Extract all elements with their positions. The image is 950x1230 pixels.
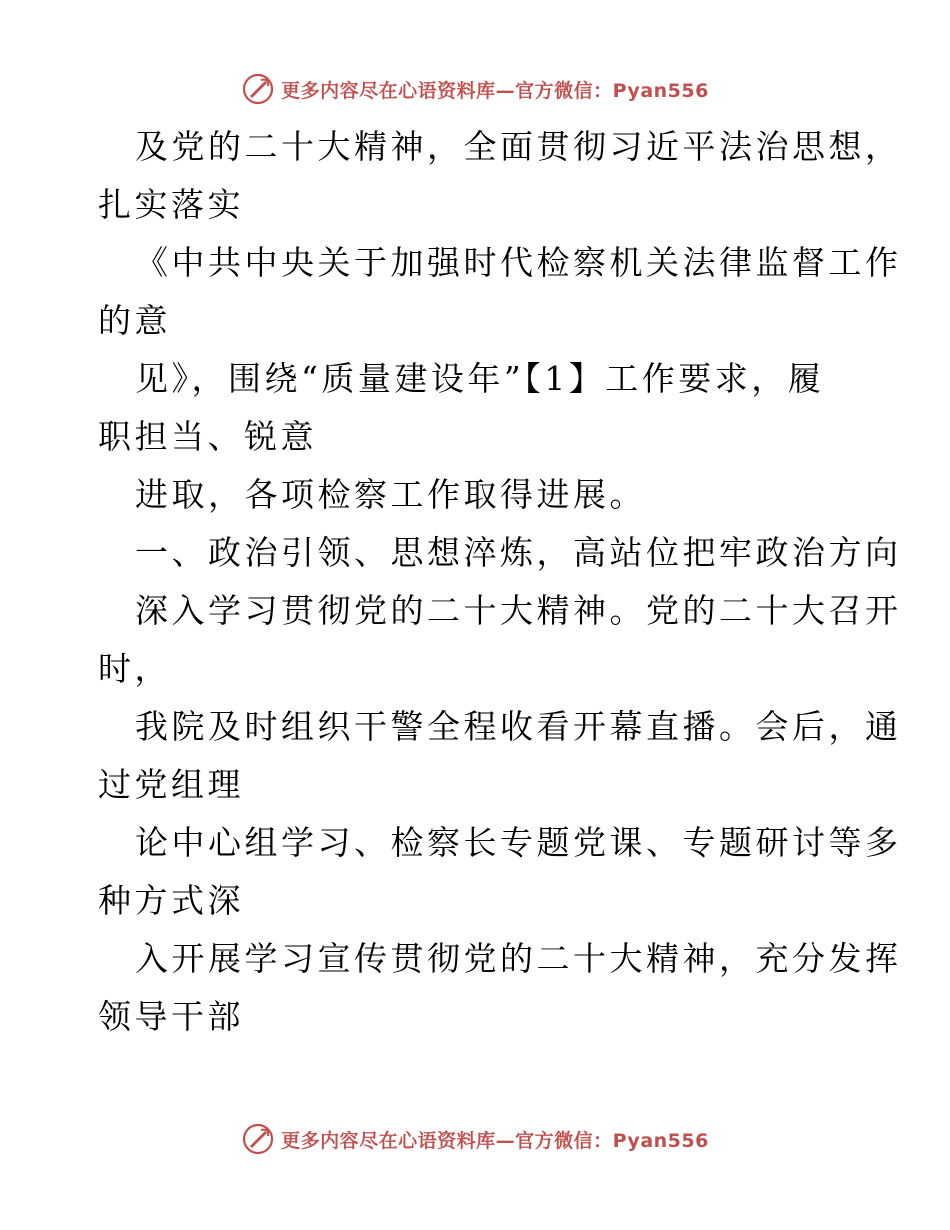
quill-logo-icon bbox=[241, 1122, 275, 1156]
text-line: 种方式深 bbox=[98, 881, 244, 920]
text-line: 我院及时组织干警全程收看开幕直播。会后，通 bbox=[135, 707, 902, 746]
text-line: 职担当、锐意 bbox=[98, 417, 317, 456]
text-line: 过党组理 bbox=[98, 765, 244, 804]
text-line: 领导干部 bbox=[98, 997, 244, 1036]
text-line: 论中心组学习、检察长专题党课、专题研讨等多 bbox=[135, 823, 902, 862]
text-line: 一、政治引领、思想淬炼，高站位把牢政治方向 bbox=[135, 533, 902, 572]
text-line: 见》，围绕“质量建设年”【1】工作要求，履 bbox=[135, 359, 825, 398]
text-line: 《中共中央关于加强时代检察机关法律监督工作 bbox=[135, 243, 902, 282]
header-banner bbox=[0, 72, 950, 106]
text-line: 时， bbox=[98, 649, 171, 688]
header-banner-text: 更多内容尽在心语资料库—官方微信：Pyan556 bbox=[281, 79, 709, 102]
text-line: 深入学习贯彻党的二十大精神。党的二十大召开 bbox=[135, 591, 902, 630]
document-body bbox=[98, 118, 902, 1046]
text-line: 入开展学习宣传贯彻党的二十大精神，充分发挥 bbox=[135, 939, 902, 978]
quill-logo-icon bbox=[241, 72, 275, 106]
footer-banner bbox=[0, 1122, 950, 1156]
footer-banner-text: 更多内容尽在心语资料库—官方微信：Pyan556 bbox=[281, 1129, 709, 1152]
text-line: 进取，各项检察工作取得进展。 bbox=[135, 475, 646, 514]
text-line: 的意 bbox=[98, 301, 171, 340]
text-line: 及党的二十大精神，全面贯彻习近平法治思想， bbox=[135, 127, 902, 166]
text-line: 扎实落实 bbox=[98, 185, 244, 224]
